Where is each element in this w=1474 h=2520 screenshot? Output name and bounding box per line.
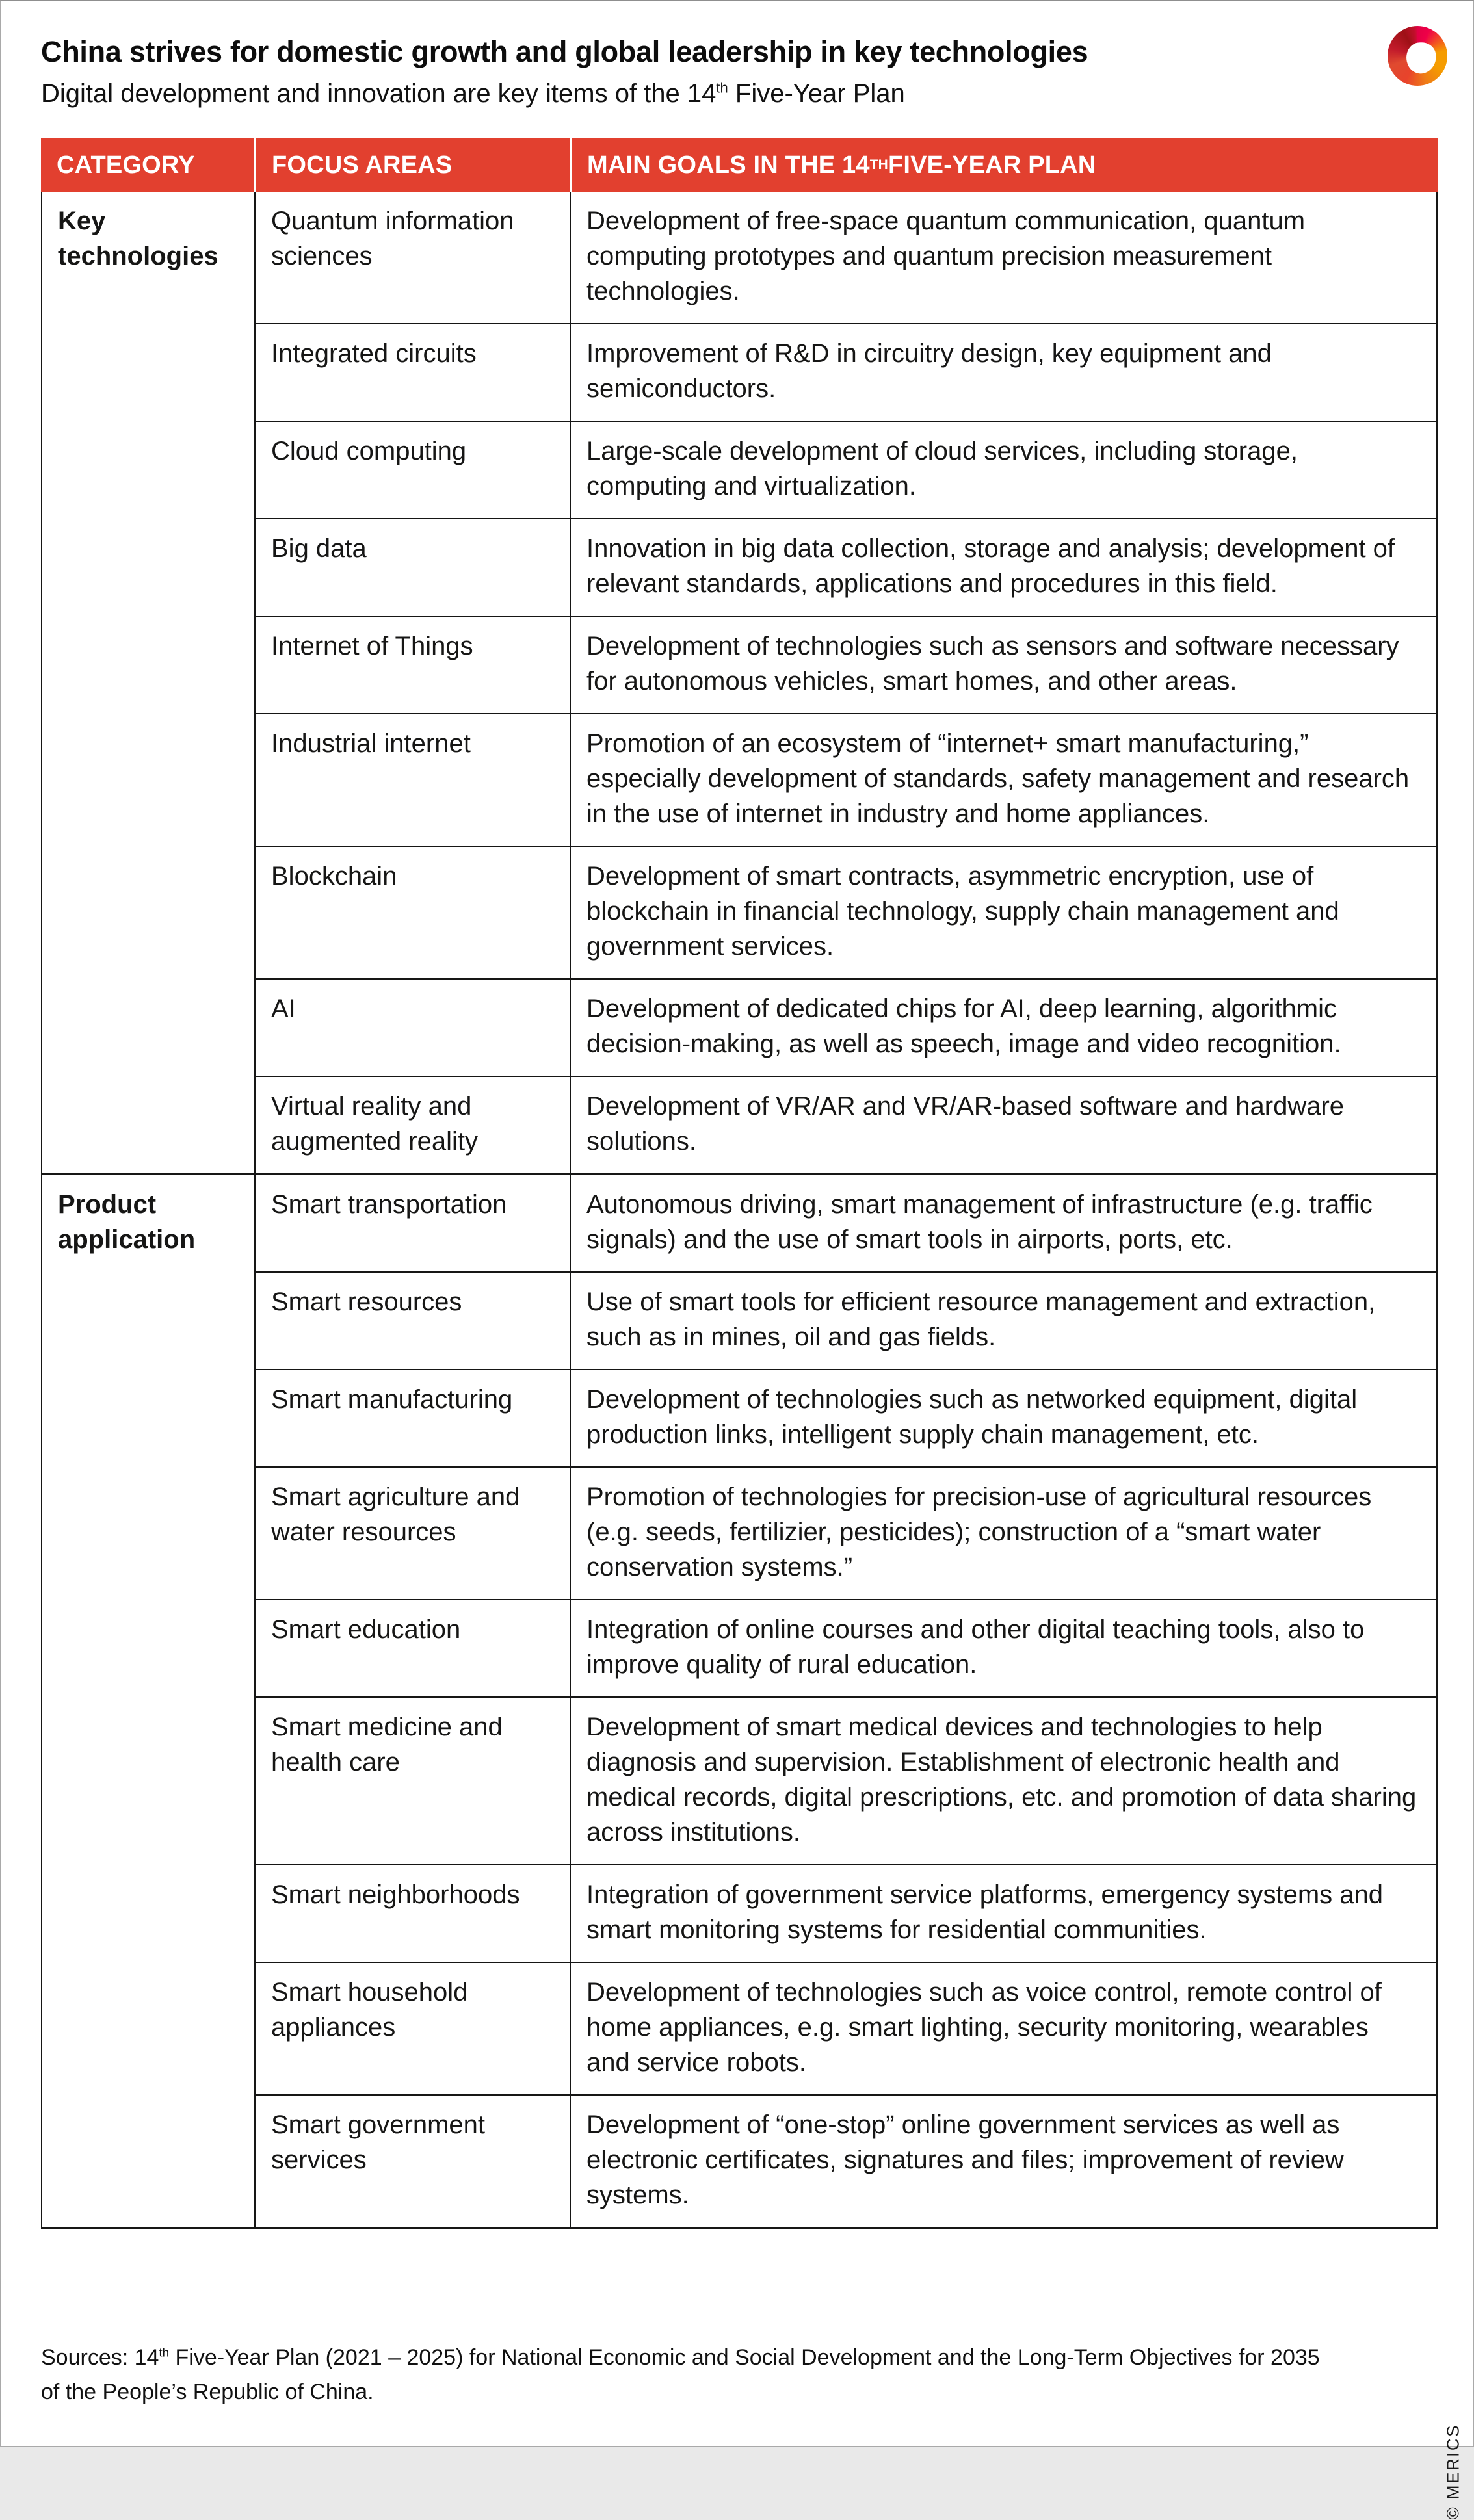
sources-text: Sources: 14 bbox=[41, 2345, 159, 2370]
focus-area-cell: Smart medicine and health care bbox=[254, 1696, 570, 1864]
goal-cell: Promotion of an ecosystem of “internet+ smart manufacturing,” especially development of standards, safety management and research in the use of internet in industry and home appliances. bbox=[570, 713, 1436, 846]
goal-cell: Development of dedicated chips for AI, deep learning, algorithmic decision-making, as well as speech, image and video recognition. bbox=[570, 978, 1436, 1076]
goal-cell: Development of smart medical devices and technologies to help diagnosis and supervision. Establishment of electronic health and medical records, digital prescriptions, etc. and promotion of data sharing across institutions. bbox=[570, 1696, 1436, 1864]
goal-cell: Integration of online courses and other digital teaching tools, also to improve quality of rural education. bbox=[570, 1599, 1436, 1696]
page-subtitle bbox=[41, 79, 1473, 109]
focus-area-cell: Industrial internet bbox=[254, 713, 570, 846]
goal-cell: Development of technologies such as networked equipment, digital production links, intelligent supply chain management, etc. bbox=[570, 1369, 1436, 1466]
focus-area-cell: Blockchain bbox=[254, 846, 570, 978]
sources-note bbox=[41, 2341, 1328, 2410]
focus-area-cell: Cloud computing bbox=[254, 421, 570, 518]
sources-superscript: th bbox=[159, 2345, 170, 2359]
goal-cell: Promotion of technologies for precision-use of agricultural resources (e.g. seeds, fertilizier, pesticides); construction of a “smart water conservation systems.” bbox=[570, 1466, 1436, 1599]
goal-cell: Development of smart contracts, asymmetric encryption, use of blockchain in financial technology, supply chain management and government services. bbox=[570, 846, 1436, 978]
goal-cell: Integration of government service platforms, emergency systems and smart monitoring systems for residential communities. bbox=[570, 1864, 1436, 1962]
category-cell: Product application bbox=[58, 1190, 196, 1254]
main-goals-text: MAIN GOALS IN THE 14 bbox=[587, 151, 870, 179]
goal-cell: Development of VR/AR and VR/AR-based software and hardware solutions. bbox=[570, 1076, 1436, 1173]
column-header-category: CATEGORY bbox=[57, 151, 195, 179]
goal-cell: Improvement of R&D in circuitry design, key equipment and semiconductors. bbox=[570, 323, 1436, 421]
focus-area-cell: Smart government services bbox=[254, 2094, 570, 2227]
focus-area-cell: Big data bbox=[254, 518, 570, 616]
focus-area-cell: Smart resources bbox=[254, 1271, 570, 1369]
focus-area-cell: Smart manufacturing bbox=[254, 1369, 570, 1466]
subtitle-text-end: Five-Year Plan bbox=[728, 79, 905, 108]
copyright-note: © MERICS bbox=[1443, 2424, 1462, 2520]
merics-logo-icon bbox=[1388, 26, 1447, 86]
goal-cell: Development of “one-stop” online government services as well as electronic certificates, signatures and files; improvement of review systems. bbox=[570, 2094, 1436, 2227]
focus-area-cell: Smart education bbox=[254, 1599, 570, 1696]
sources-text-end: Five-Year Plan (2021 – 2025) for National Economic and Social Development and the Long-Term Objectives for 2035 of the People’s Republic of China. bbox=[41, 2345, 1320, 2404]
category-group bbox=[42, 192, 1436, 1173]
masthead bbox=[1, 1, 1473, 109]
technology-table bbox=[41, 138, 1438, 2229]
table-body bbox=[41, 192, 1438, 2229]
focus-area-cell: Internet of Things bbox=[254, 616, 570, 713]
goal-cell: Large-scale development of cloud services, including storage, computing and virtualization. bbox=[570, 421, 1436, 518]
focus-area-cell: Smart agriculture and water resources bbox=[254, 1466, 570, 1599]
focus-area-cell: Smart transportation bbox=[254, 1175, 570, 1271]
subtitle-superscript: th bbox=[716, 79, 728, 96]
goal-cell: Use of smart tools for efficient resource management and extraction, such as in mines, oil and gas fields. bbox=[570, 1271, 1436, 1369]
focus-area-cell: Quantum information sciences bbox=[254, 192, 570, 323]
page-title: China strives for domestic growth and global leadership in key technologies bbox=[41, 35, 1088, 68]
focus-area-cell: Smart neighborhoods bbox=[254, 1864, 570, 1962]
column-header-focus-areas: FOCUS AREAS bbox=[254, 138, 570, 192]
goal-cell: Development of free-space quantum communication, quantum computing prototypes and quantum precision measurement technologies. bbox=[570, 192, 1436, 323]
focus-area-cell: AI bbox=[254, 978, 570, 1076]
focus-area-cell: Virtual reality and augmented reality bbox=[254, 1076, 570, 1173]
goal-cell: Development of technologies such as sensors and software necessary for autonomous vehicles, smart homes, and other areas. bbox=[570, 616, 1436, 713]
goal-cell: Autonomous driving, smart management of infrastructure (e.g. traffic signals) and the use of smart tools in airports, ports, etc. bbox=[570, 1175, 1436, 1271]
main-goals-text-end: FIVE-YEAR PLAN bbox=[888, 151, 1096, 179]
category-cell: Key technologies bbox=[58, 207, 218, 270]
focus-area-cell: Smart household appliances bbox=[254, 1962, 570, 2094]
table-header-row bbox=[41, 138, 1438, 192]
goal-cell: Development of technologies such as voice control, remote control of home appliances, e.g. smart lighting, security monitoring, wearables and service robots. bbox=[570, 1962, 1436, 2094]
column-header-main-goals: MAIN GOALS IN THE 14 TH FIVE-YEAR PLAN bbox=[570, 138, 1438, 192]
subtitle-text: Digital development and innovation are key items of the 14 bbox=[41, 79, 717, 108]
category-group bbox=[42, 1173, 1436, 2227]
focus-area-cell: Integrated circuits bbox=[254, 323, 570, 421]
goal-cell: Innovation in big data collection, storage and analysis; development of relevant standards, applications and procedures in this field. bbox=[570, 518, 1436, 616]
